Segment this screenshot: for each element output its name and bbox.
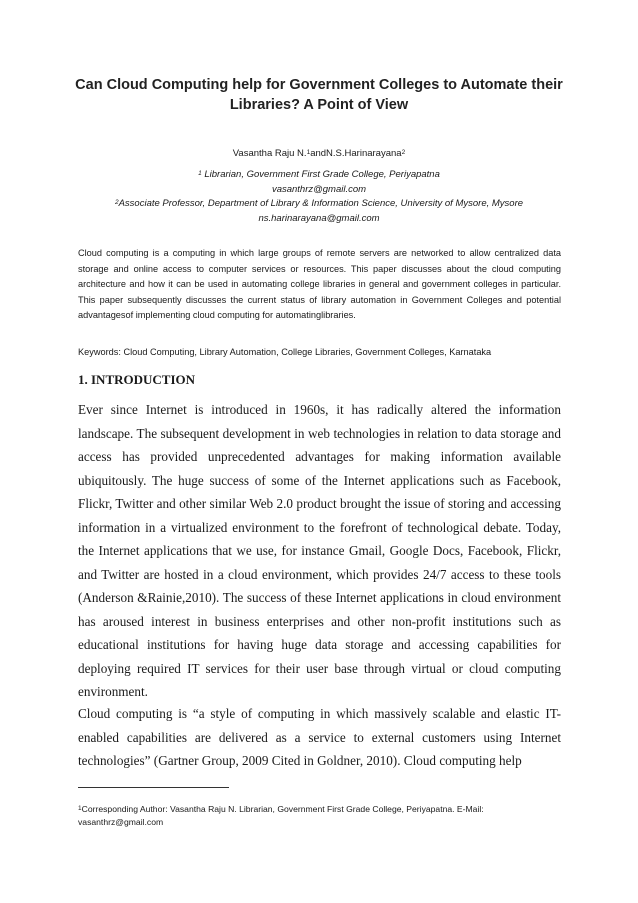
affiliation-1-marker: 1 [198, 170, 202, 177]
affiliation-2-text: Associate Professor, Department of Library & Information Science, University of Mysore, Mysore [118, 198, 524, 209]
author-1: Vasantha Raju N. [232, 148, 307, 159]
author-conjunction: and [310, 148, 327, 159]
footnote-marker: 1 [78, 805, 82, 812]
affiliation-1-text: Librarian, Government First Grade College, Periyapatna [201, 169, 440, 180]
body-paragraph-2: Cloud computing is “a style of computing in which massively scalable and elastic IT-enabled capabilities are delivered as a service to external customers using Internet technologies” (Gartner Group, 2009 Cited in Goldner, 2010). Cloud computing help [78, 706, 561, 768]
body-paragraph-1: Ever since Internet is introduced in 1960s, it has radically altered the information landscape. The subsequent development in web technologies in relation to data storage and access has provided unprecedented advantages for making information available ubiquitously. The huge success of some of the Internet applications such as Facebook, Flickr, Twitter and other similar Web 2.0 product brought the issue of storing and accessing information in a virtualized environment to the forefront of technological debate. Today, the Internet applications that we use, for instance Gmail, Google Docs, Facebook, Flickr, and Twitter are hosted in a cloud environment, which provides 24/7 access to these tools (Anderson &Rainie,2010). The success of these Internet applications in cloud environment has aroused interest in business enterprises and other non-profit institutions such as educational institutions for having huge data storage and accessing capabilities for deploying required IT services for their user base through virtual or cloud computing environment. [78, 402, 561, 699]
affiliation-1 [40, 168, 598, 197]
paper-title: Can Cloud Computing help for Government Colleges to Automate their Libraries? A Point of View [75, 77, 563, 113]
author-2: N.S.Harinarayana [326, 148, 402, 159]
footnote-divider [78, 787, 229, 788]
abstract: Cloud computing is a computing in which large groups of remote servers are networked to allow centralized data storage and online access to computer services or resources. This paper discusses about the cloud computing architecture and how it can be used in automating college libraries in general and government colleges in particular. This paper subsequently discusses the current status of library automation in Government Colleges and potential advantagesof implementing cloud computing for automatinglibraries. [78, 248, 561, 321]
keywords: Keywords: Cloud Computing, Library Automation, College Libraries, Government Colleges, Karnataka [78, 347, 492, 357]
affiliation-1-email: vasanthrz@gmail.com [271, 183, 367, 195]
footnote-text: Corresponding Author: Vasantha Raju N. Librarian, Government First Grade College, Periyapatna. E-Mail: vasanthrz@gmail.com [78, 804, 484, 827]
section-heading: 1. INTRODUCTION [78, 372, 196, 387]
author-line [70, 147, 568, 160]
affiliation-2-marker: 2 [114, 199, 119, 206]
author-1-marker: 1 [306, 149, 311, 156]
footnote [78, 803, 568, 829]
affiliation-2-email: ns.harinarayana@gmail.com [258, 212, 380, 224]
affiliation-2 [40, 197, 598, 226]
author-2-marker: 2 [401, 149, 406, 156]
